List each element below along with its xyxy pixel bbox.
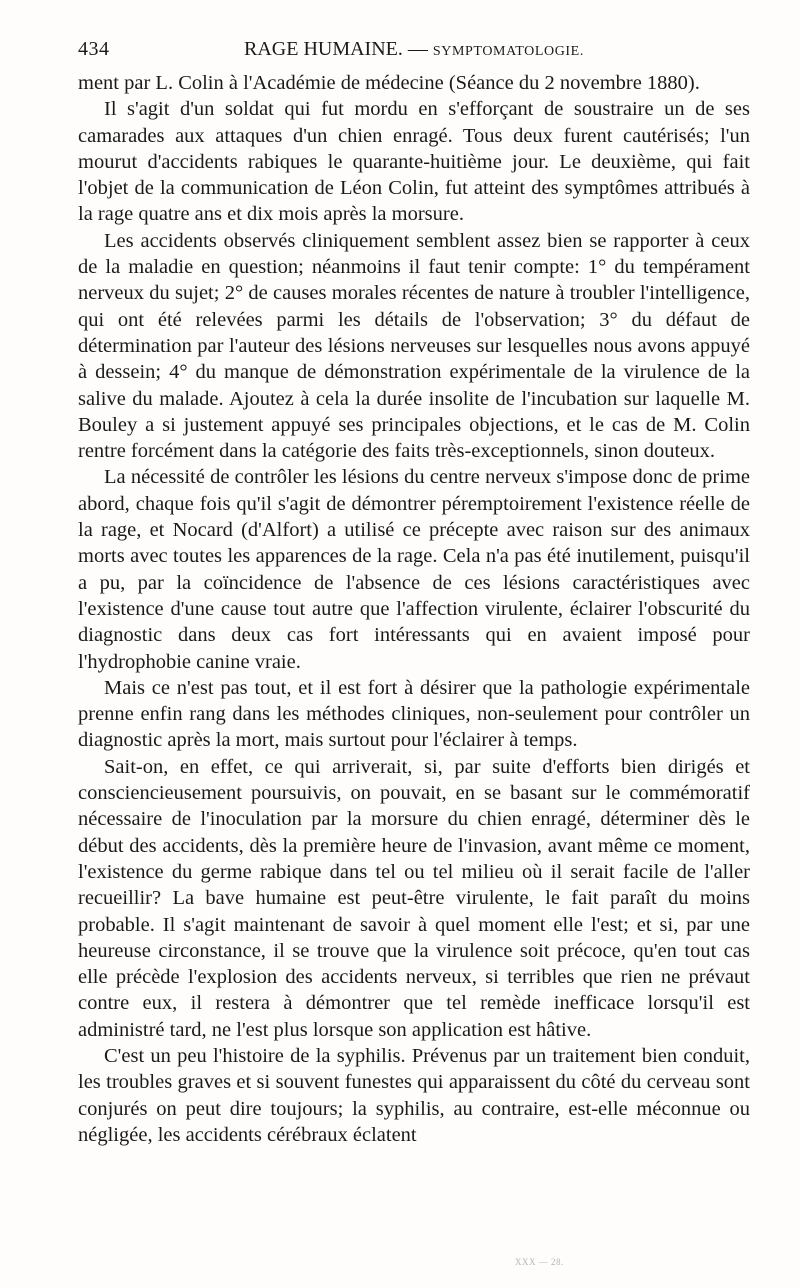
paragraph: Sait-on, en effet, ce qui arriverait, si, par suite d'efforts bien dirigés et consciencieusement poursuivis, on pouvait, en se basant sur le commémoratif nécessaire de l'inoculation par la morsure du chien enragé, déterminer dès le début des accidents, dès la première heure de l'invasion, avant même ce moment, l'existence du germe rabique dans tel ou tel milieu où il serait facile de l'aller recueillir? La bave humaine est peut-être virulente, le fait paraît du moins probable. Il s'agit maintenant de savoir à quel moment elle l'est; et si, par une heureuse circonstance, il se trouve que la virulence soit précoce, qu'en tout cas elle précède l'explosion des accidents nerveux, si terribles que rien ne prévaut contre eux, il restera à démontrer que tel remède inefficace lorsqu'il est administré tard, ne l'est plus lorsque son application est hâtive.	[78, 755, 750, 1041]
running-title	[244, 38, 584, 61]
section-subtitle: SYMPTOMATOLOGIE.	[432, 44, 584, 59]
page-number: 434	[78, 38, 110, 60]
paragraph: C'est un peu l'histoire de la syphilis. Prévenus par un traitement bien conduit, les troubles graves et si souvent funestes qui apparaissent du côté du cerveau sont conjurés on peut dire toujours; la syphilis, au contraire, est-elle méconnue ou négligée, les accidents cérébraux éclatent	[78, 1044, 750, 1146]
signature-mark: XXX — 28.	[515, 1257, 564, 1267]
paragraph-continued: ment par L. Colin à l'Académie de médecine (Séance du 2 novembre 1880).	[78, 72, 700, 94]
body-text	[78, 70, 750, 1148]
title-dash: —	[407, 38, 428, 60]
paragraph: Les accidents observés cliniquement semblent assez bien se rapporter à ceux de la maladie en question; néanmoins il faut tenir compte: 1° du tempérament nerveux du sujet; 2° de causes morales récentes de nature à troubler l'intelligence, qui ont été relevées parmi les détails de l'observation; 3° du défaut de détermination par l'auteur des lésions nerveuses sur lesquelles nous avons appuyé à dessein; 4° du manque de démonstration expérimentale de la virulence de la salive du malade. Ajoutez à cela la durée insolite de l'incubation sur laquelle M. Bouley a si justement appuyé ses principales objections, et le cas de M. Colin rentre forcément dans la catégorie des faits très-exceptionnels, sinon douteux.	[78, 229, 750, 463]
paragraph: Mais ce n'est pas tout, et il est fort à désirer que la pathologie expérimentale prenne enfin rang dans les méthodes cliniques, non-seulement pour contrôler un diagnostic après la mort, mais surtout pour l'éclairer à temps.	[78, 676, 750, 752]
paragraph: La nécessité de contrôler les lésions du centre nerveux s'impose donc de prime abord, chaque fois qu'il s'agit de démontrer péremptoirement l'existence réelle de la rage, et Nocard (d'Alfort) a utilisé ce précepte avec raison sur des animaux morts avec toutes les apparences de la rage. Cela n'a pas été inutilement, puisqu'il a pu, par la coïncidence de l'absence de ces lésions caractéristiques avec l'existence d'une cause tout autre que l'affection virulente, éclairer l'obscurité du diagnostic dans deux cas fort intéressants qui en avaient imposé pour l'hydrophobie canine vraie.	[78, 466, 750, 673]
paragraph: Il s'agit d'un soldat qui fut mordu en s'efforçant de soustraire un de ses camarades aux attaques d'un chien enragé. Tous deux furent cautérisés; l'un mourut d'accidents rabiques le quarante-huitième jour. Le deuxième, qui fait l'objet de la communication de Léon Colin, fut atteint des symptômes attribués à la rage quatre ans et dix mois après la morsure.	[78, 98, 750, 226]
running-header	[78, 38, 750, 68]
chapter-title: RAGE HUMAINE.	[244, 38, 403, 60]
